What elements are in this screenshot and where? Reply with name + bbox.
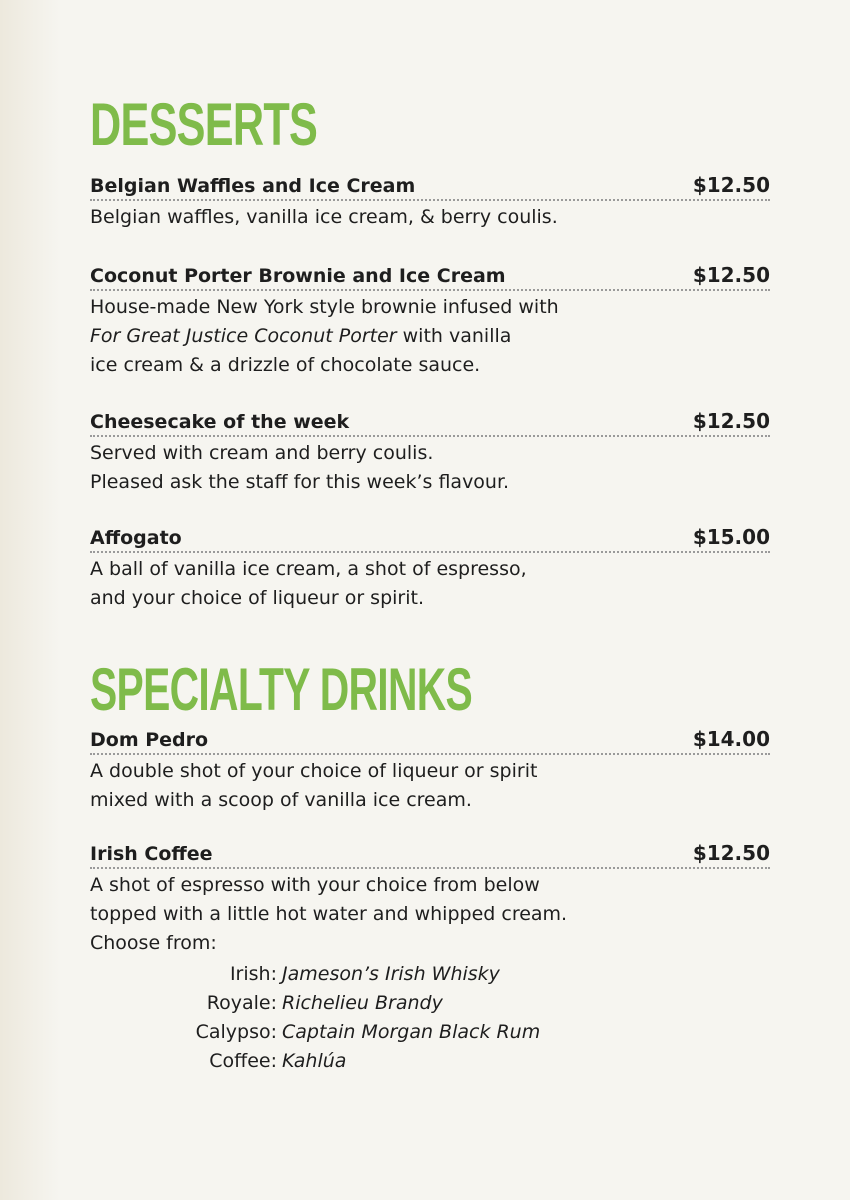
menu-item-dom-pedro: [90, 727, 770, 815]
item-price: $14.00: [692, 727, 770, 751]
description-line: ice cream & a drizzle of chocolate sauce.: [90, 354, 481, 376]
menu-item-belgian-waffles: [90, 173, 770, 232]
item-header: [90, 841, 770, 869]
choice-value: Richelieu Brandy: [282, 992, 443, 1014]
item-name: Cheesecake of the week: [90, 411, 350, 433]
section-title-desserts: DESSERTS: [90, 91, 318, 158]
item-description: [90, 871, 770, 958]
irish-coffee-choices: [90, 960, 770, 1076]
description-line: House-made New York style brownie infused with: [90, 296, 559, 318]
item-price: $12.50: [692, 841, 770, 865]
choice-calypso: [90, 1018, 770, 1047]
item-name: Affogato: [90, 527, 182, 549]
description-line: Belgian waffles, vanilla ice cream, & berry coulis.: [90, 206, 558, 228]
description-line: mixed with a scoop of vanilla ice cream.: [90, 789, 472, 811]
description-line: Pleased ask the staff for this week’s flavour.: [90, 471, 510, 493]
choice-coffee: [90, 1047, 770, 1076]
choice-label: Calypso:: [195, 1021, 277, 1043]
description-line: [90, 322, 770, 351]
item-name: Coconut Porter Brownie and Ice Cream: [90, 265, 506, 287]
menu-item-coconut-porter-brownie: [90, 263, 770, 380]
item-header: [90, 727, 770, 755]
choice-value: Jameson’s Irish Whisky: [282, 963, 500, 985]
choice-irish: [90, 960, 770, 989]
choice-value: Captain Morgan Black Rum: [282, 1021, 541, 1043]
menu-item-irish-coffee: [90, 841, 770, 1076]
beer-name: For Great Justice Coconut Porter: [90, 325, 397, 347]
description-line: A double shot of your choice of liqueur or spirit: [90, 760, 538, 782]
description-line: A ball of vanilla ice cream, a shot of espresso,: [90, 558, 527, 580]
item-header: [90, 409, 770, 437]
item-description: [90, 293, 770, 380]
description-line: A shot of espresso with your choice from below: [90, 874, 540, 896]
section-title-specialty-drinks: SPECIALTY DRINKS: [90, 656, 473, 723]
choice-label: Royale:: [206, 992, 277, 1014]
choice-value: Kahlúa: [282, 1050, 347, 1072]
description-line: Choose from:: [90, 932, 217, 954]
description-line: Served with cream and berry coulis.: [90, 442, 434, 464]
menu-item-affogato: [90, 525, 770, 613]
item-price: $12.50: [692, 409, 770, 433]
item-description: [90, 203, 770, 232]
item-description: [90, 757, 770, 815]
item-header: [90, 173, 770, 201]
item-price: $12.50: [692, 263, 770, 287]
item-header: [90, 525, 770, 553]
item-description: [90, 439, 770, 497]
item-description: [90, 555, 770, 613]
item-header: [90, 263, 770, 291]
description-line: and your choice of liqueur or spirit.: [90, 587, 425, 609]
item-price: $15.00: [692, 525, 770, 549]
item-name: Irish Coffee: [90, 843, 213, 865]
description-line: topped with a little hot water and whipped cream.: [90, 903, 568, 925]
item-name: Belgian Waffles and Ice Cream: [90, 175, 416, 197]
menu-item-cheesecake: [90, 409, 770, 497]
choice-label: Coffee:: [209, 1050, 277, 1072]
item-price: $12.50: [692, 173, 770, 197]
item-name: Dom Pedro: [90, 729, 209, 751]
choice-royale: [90, 989, 770, 1018]
description-text: with vanilla: [396, 325, 512, 347]
choice-label: Irish:: [229, 963, 277, 985]
